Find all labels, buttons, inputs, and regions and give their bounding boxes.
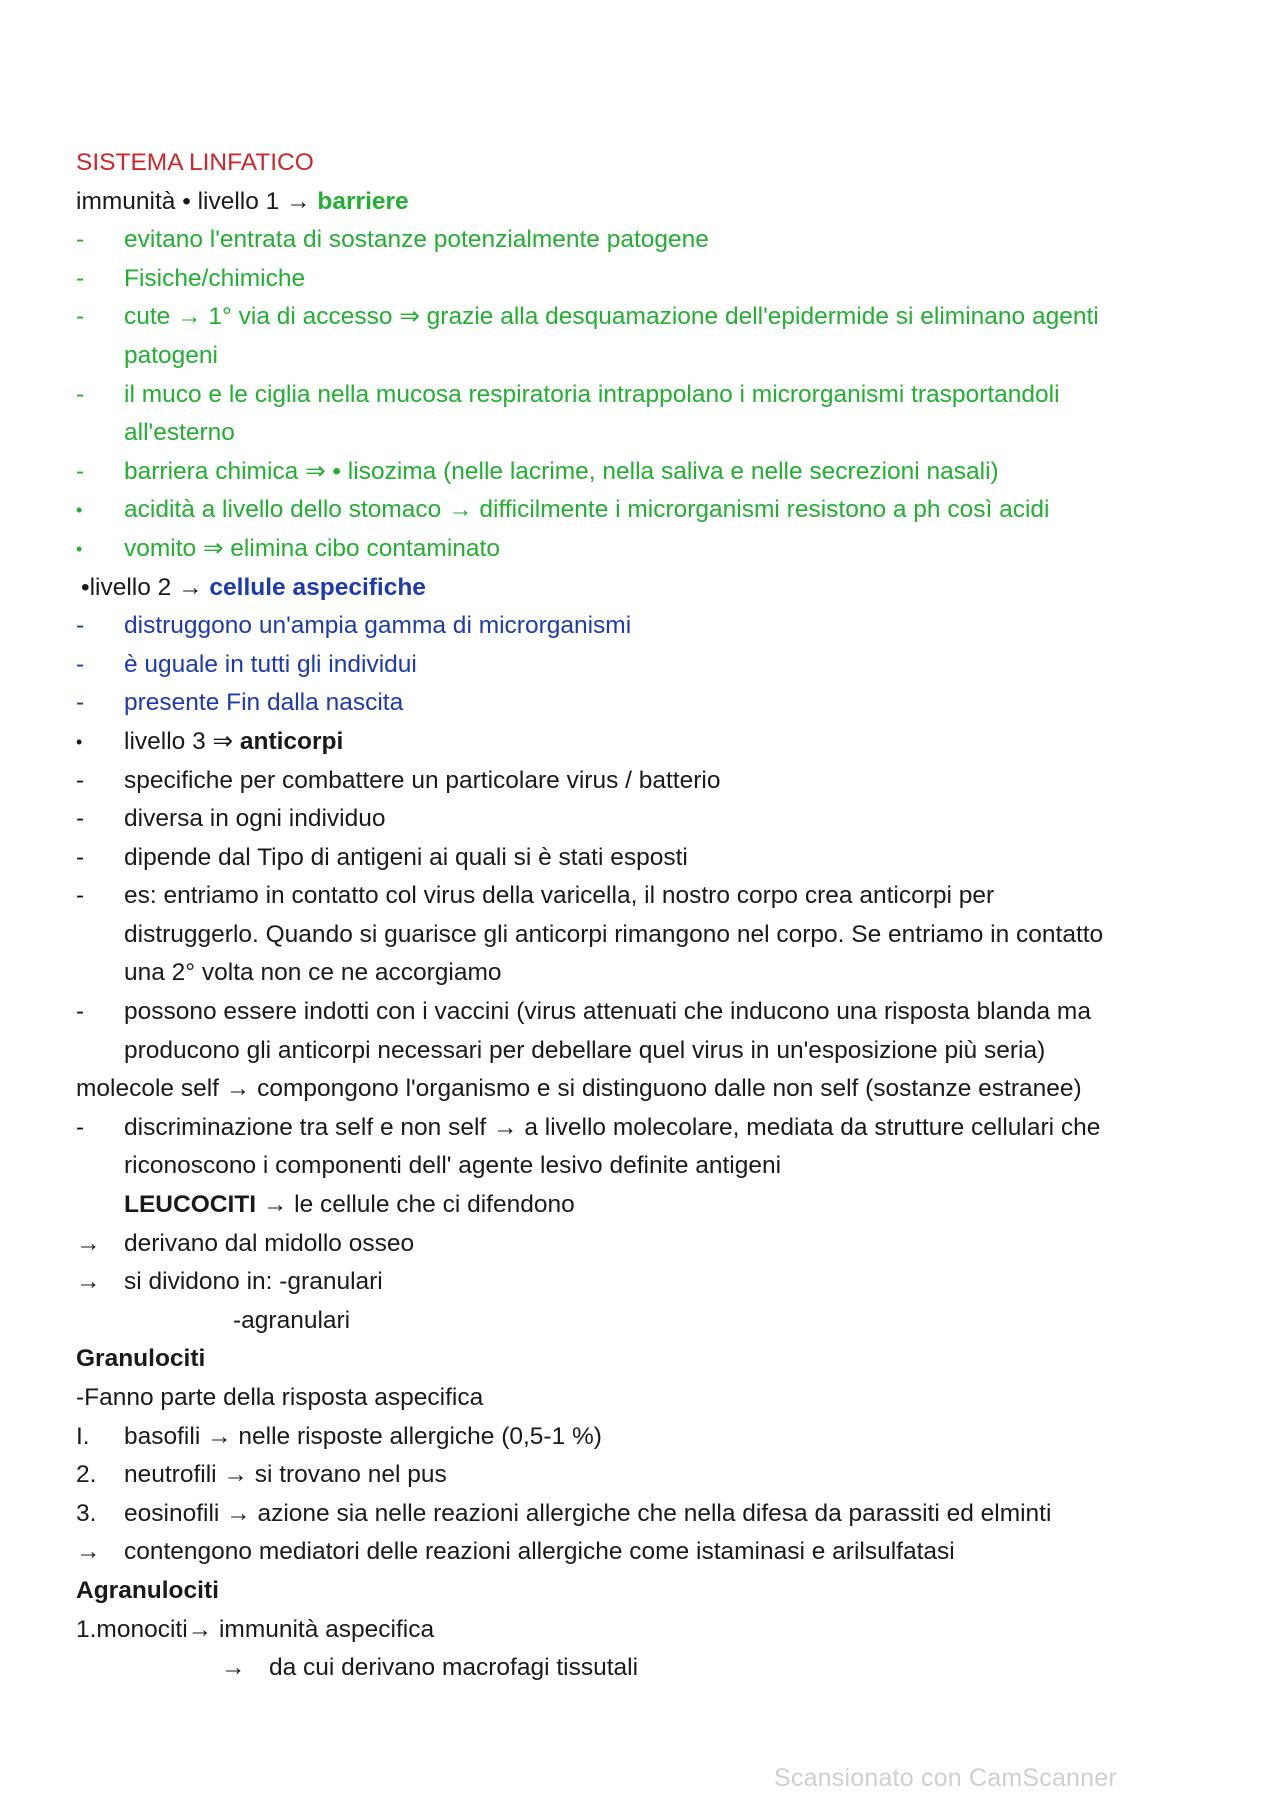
agranulociti-sub: → da cui derivano macrofagi tissutali	[221, 1654, 639, 1682]
list-item: - possono essere indotti con i vaccini (virus attenuati che inducono una risposta blanda ma	[76, 998, 1091, 1026]
list-item: - evitano l'entrata di sostanze potenzialmente patogene	[76, 226, 709, 254]
list-item-continuation: producono gli anticorpi necessari per debellare quel virus in un'esposizione più seria)	[124, 1036, 1046, 1064]
list-item: → si dividono in: -granulari	[76, 1268, 383, 1296]
page-title: SISTEMA LINFATICO	[76, 149, 314, 176]
list-item-continuation: all'esterno	[124, 419, 235, 447]
list-item: → contengono mediatori delle reazioni allergiche come istaminasi e arilsulfatasi	[76, 1538, 955, 1566]
level1-prefix: immunità • livello 1 →	[76, 187, 318, 215]
list-item: 3. eosinofili → azione sia nelle reazioni allergiche che nella difesa da parassiti ed elminti	[76, 1499, 1052, 1527]
list-item: - cute → 1° via di accesso ⇒ grazie alla desquamazione dell'epidermide si eliminano agenti	[76, 303, 1099, 331]
list-item-continuation: patogeni	[124, 341, 219, 369]
agranulociti-heading: Agranulociti	[76, 1576, 219, 1604]
list-item: - dipende dal Tipo di antigeni ai quali si è stati esposti	[76, 843, 688, 871]
camscanner-watermark: Scansionato con CamScanner	[774, 1764, 1117, 1792]
list-item: → derivano dal midollo osseo	[76, 1229, 415, 1257]
list-item: - il muco e le ciglia nella mucosa respiratoria intrappolano i microrganismi trasportandoli	[76, 380, 1060, 408]
self-heading: molecole self → compongono l'organismo e si distinguono dalle non self (sostanze estranee)	[76, 1075, 1082, 1103]
level3-heading: • livello 3 ⇒ anticorpi	[76, 727, 344, 755]
list-item: I. basofili → nelle risposte allergiche (0,5-1 %)	[76, 1422, 602, 1450]
list-item: - es: entriamo in contatto col virus della varicella, il nostro corpo crea anticorpi per	[76, 882, 995, 910]
list-item: - discriminazione tra self e non self → a livello molecolare, mediata da strutture cellulari che	[76, 1113, 1101, 1141]
list-item: - distruggono un'ampia gamma di microrganismi	[76, 612, 632, 640]
agranulociti-line: 1.monociti→ immunità aspecifica	[76, 1615, 435, 1643]
level2-highlight: cellule aspecifiche	[209, 573, 426, 601]
notes-body	[76, 144, 1216, 1688]
granulociti-heading: Granulociti	[76, 1345, 206, 1373]
list-item: - specifiche per combattere un particolare virus / batterio	[76, 766, 721, 794]
list-item: - diversa in ogni individuo	[76, 805, 386, 833]
list-item: - è uguale in tutti gli individui	[76, 650, 417, 678]
list-item: - barriera chimica ⇒ • lisozima (nelle lacrime, nella saliva e nelle secrezioni nasali)	[76, 457, 999, 485]
level2-prefix: •livello 2 →	[81, 573, 210, 601]
list-item: - Fisiche/chimiche	[76, 264, 306, 292]
leucociti-rest: → le cellule che ci difendono	[256, 1191, 575, 1219]
list-item: - presente Fin dalla nascita	[76, 689, 404, 717]
list-item-continuation: distruggerlo. Quando si guarisce gli anticorpi rimangono nel corpo. Se entriamo in contatto	[124, 920, 1104, 948]
level2-heading	[76, 569, 1216, 608]
granulociti-intro: -Fanno parte della risposta aspecifica	[76, 1384, 484, 1411]
leucociti-heading	[76, 1186, 1216, 1225]
list-item-continuation: una 2° volta non ce ne accorgiamo	[124, 959, 502, 987]
level1-highlight: barriere	[317, 187, 409, 215]
level1-heading	[76, 183, 1216, 222]
level3-prefix: livello 3 ⇒	[124, 727, 240, 755]
list-item: • acidità a livello dello stomaco → difficilmente i microrganismi resistono a ph così acidi	[76, 496, 1050, 524]
leucociti-label: LEUCOCITI	[124, 1191, 257, 1219]
list-item: 2. neutrofili → si trovano nel pus	[76, 1461, 447, 1489]
list-item-continuation: riconoscono i componenti dell' agente lesivo definite antigeni	[124, 1152, 782, 1180]
list-item: • vomito ⇒ elimina cibo contaminato	[76, 534, 500, 562]
leucociti-sub: -agranulari	[233, 1306, 351, 1334]
level3-highlight: anticorpi	[239, 727, 344, 755]
